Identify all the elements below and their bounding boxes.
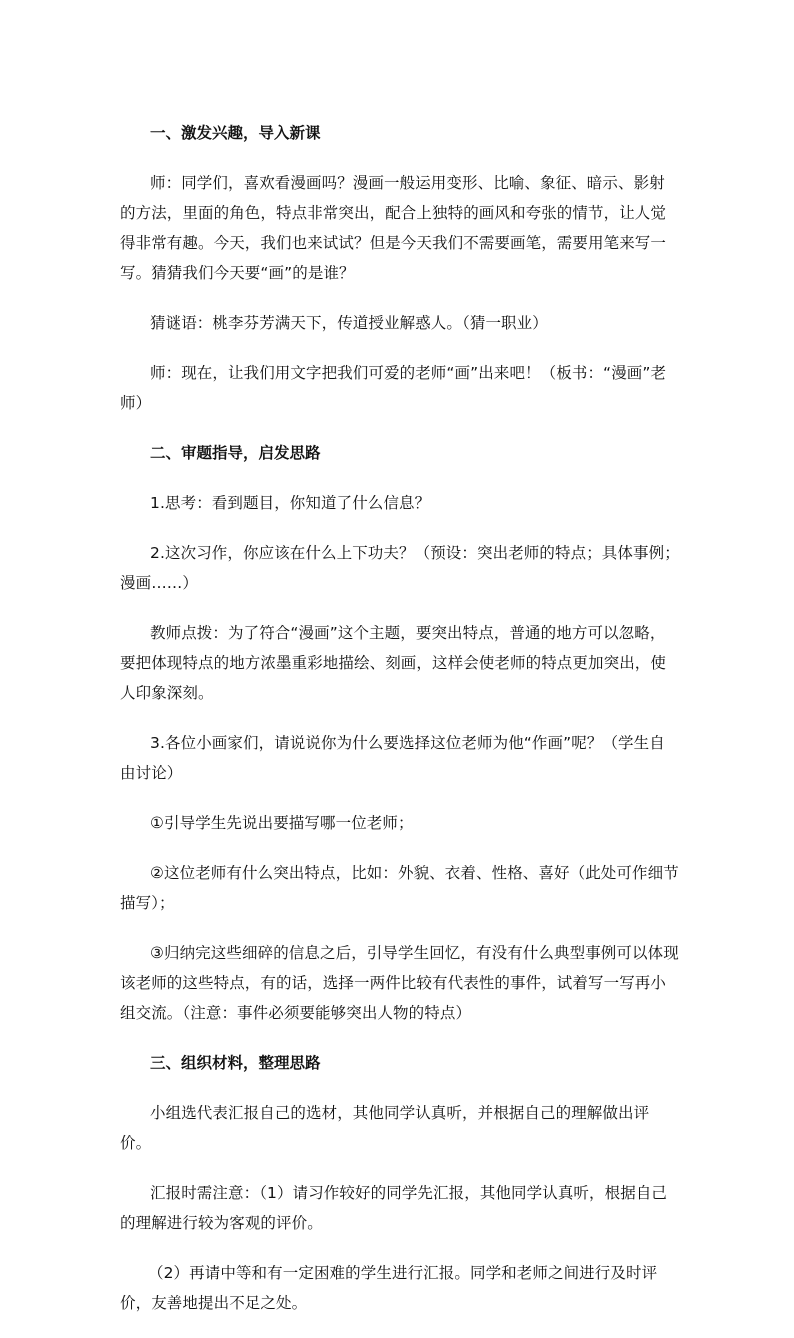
paragraph-riddle: 猜谜语：桃李芬芳满天下，传道授业解惑人。（猜一职业） [150, 314, 548, 332]
paragraph-group-report: 小组选代表汇报自己的选材，其他同学认真听，并根据自己的理解做出评价。 [120, 1104, 650, 1152]
paragraph-report-notes: 汇报时需注意：（1）请习作较好的同学先汇报，其他同学认真听，根据自己的理解进行较为客观的评价。 [120, 1184, 668, 1232]
section-heading-1: 一、激发兴趣，导入新课 [150, 124, 321, 142]
paragraph-step-1: ①引导学生先说出要描写哪一位老师； [150, 814, 414, 832]
section-heading-2: 二、审题指导，启发思路 [150, 444, 321, 462]
paragraph-think-2: 2.这次习作，你应该在什么上下功夫？（预设：突出老师的特点；具体事例；漫画……） [120, 544, 680, 592]
section-heading-3: 三、组织材料，整理思路 [150, 1054, 321, 1072]
paragraph-step-3: ③归纳完这些细碎的信息之后，引导学生回忆，有没有什么典型事例可以体现该老师的这些特点，有的话，选择一两件比较有代表性的事件，试着写一写再小组交流。（注意：事件必须要能够突出人物的特点） [120, 944, 679, 1022]
document-body [120, 118, 680, 1338]
paragraph-teacher-intro: 师：同学们，喜欢看漫画吗？漫画一般运用变形、比喻、象征、暗示、影射的方法，里面的角色，特点非常突出，配合上独特的画风和夸张的情节，让人觉得非常有趣。今天，我们也来试试？但是今天我们不需要画笔，需要用笔来写一写。猜猜我们今天要“画”的是谁？ [120, 174, 667, 282]
paragraph-report-followup: （2）再请中等和有一定困难的学生进行汇报。同学和老师之间进行及时评价，友善地提出不足之处。 [120, 1264, 658, 1312]
paragraph-step-2: ②这位老师有什么突出特点，比如：外貌、衣着、性格、喜好（此处可作细节描写）； [120, 864, 679, 912]
paragraph-teacher-draw: 师：现在，让我们用文字把我们可爱的老师“画”出来吧！（板书：“漫画”老师） [120, 364, 667, 412]
paragraph-think-1: 1.思考：看到题目，你知道了什么信息？ [150, 494, 431, 512]
paragraph-think-3: 3.各位小画家们，请说说你为什么要选择这位老师为他“作画”呢？（学生自由讨论） [120, 734, 665, 782]
paragraph-teacher-guidance: 教师点拨：为了符合“漫画”这个主题，要突出特点，普通的地方可以忽略，要把体现特点的地方浓墨重彩地描绘、刻画，这样会使老师的特点更加突出，使人印象深刻。 [120, 624, 667, 702]
